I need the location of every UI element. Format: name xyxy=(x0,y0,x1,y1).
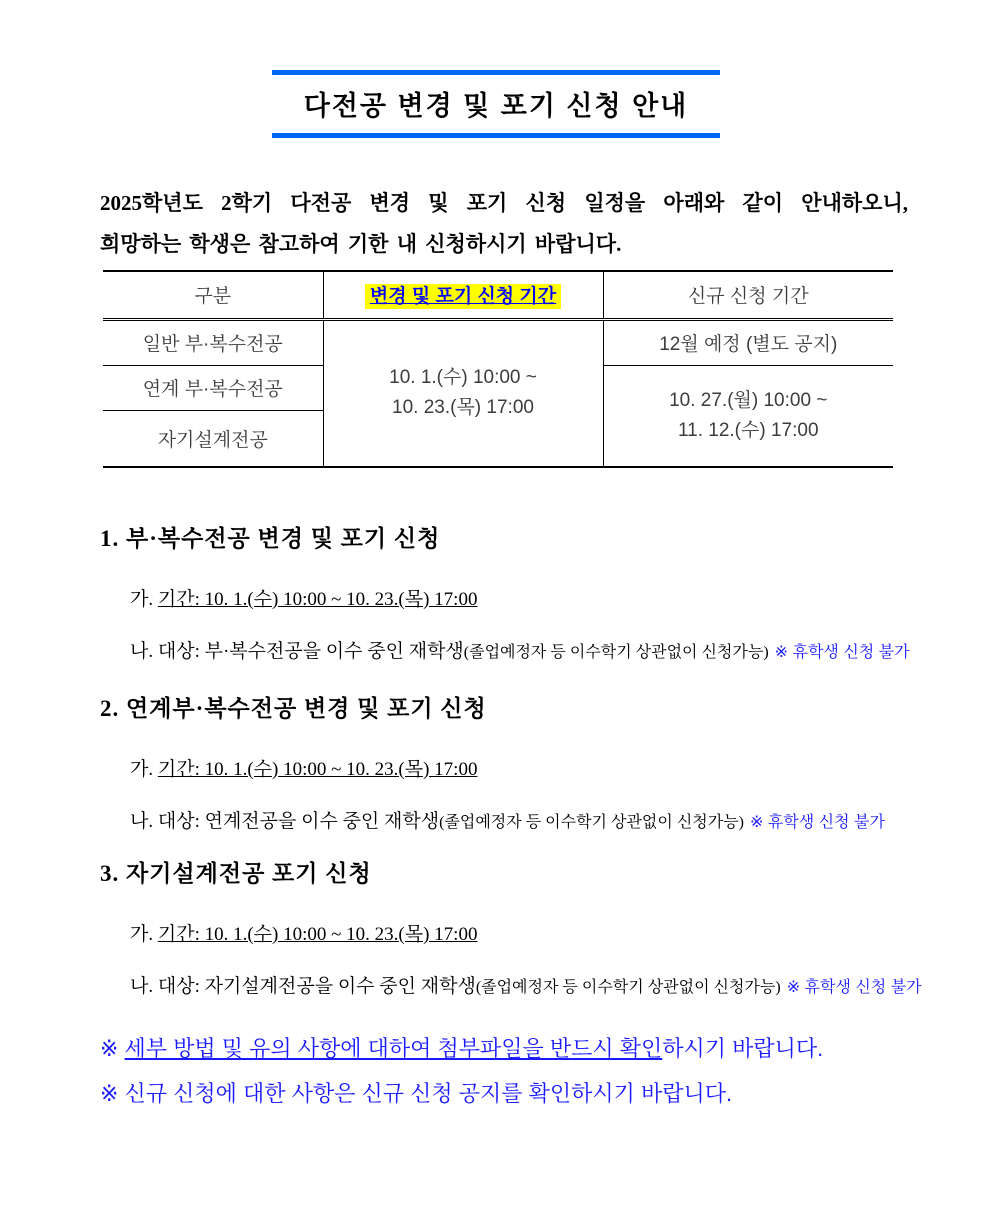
title-bottom-rule xyxy=(272,133,720,138)
section-1 xyxy=(100,520,910,663)
change-period-line-1: 10. 1.(수) 10:00 ~ xyxy=(389,367,537,389)
header-change-period-highlight: 변경 및 포기 신청 기간 xyxy=(365,284,561,309)
schedule-table xyxy=(103,270,893,468)
row-label-self-designed: 자기설계전공 xyxy=(157,429,268,451)
period-value: 기간: 10. 1.(수) 10:00 ~ 10. 23.(목) 17:00 xyxy=(157,924,478,945)
new-period-line-2: 11. 12.(수) 17:00 xyxy=(677,419,819,441)
leave-restriction-note: ※ 휴학생 신청 불가 xyxy=(774,644,910,661)
reference-mark-icon: ※ xyxy=(100,1036,125,1061)
section-2 xyxy=(100,690,910,833)
leave-restriction-note: ※ 휴학생 신청 불가 xyxy=(749,814,885,831)
ga-label: 가. xyxy=(130,759,158,780)
new-period-line-1: 10. 27.(월) 10:00 ~ xyxy=(669,389,828,411)
footnote-new-application xyxy=(100,1077,960,1108)
target-value: 대상: 자기설계전공을 이수 중인 재학생 xyxy=(157,976,476,997)
section-2-period-line xyxy=(130,754,910,781)
na-label: 나. xyxy=(130,641,158,662)
section-1-period-line xyxy=(130,584,910,611)
section-1-target-line xyxy=(130,636,910,663)
footnote-attachment xyxy=(100,1032,960,1063)
section-3-period-line xyxy=(130,919,910,946)
period-value: 기간: 10. 1.(수) 10:00 ~ 10. 23.(목) 17:00 xyxy=(157,759,478,780)
leave-restriction-note: ※ 휴학생 신청 불가 xyxy=(786,979,922,996)
header-change-period xyxy=(323,271,603,319)
target-detail: (졸업예정자 등 이수학기 상관없이 신청가능) xyxy=(463,644,769,661)
section-3-heading: 3. 자기설계전공 포기 신청 xyxy=(100,861,372,886)
header-new-period: 신규 신청 기간 xyxy=(603,271,893,319)
intro-line-1: 2025학년도 2학기 다전공 변경 및 포기 신청 일정을 아래와 같이 안내하오니, xyxy=(100,191,908,215)
intro-line-2: 희망하는 학생은 참고하여 기한 내 신청하시기 바랍니다. xyxy=(100,232,622,256)
footnote-rest-text: 하시기 바랍니다. xyxy=(662,1036,824,1061)
ga-label: 가. xyxy=(130,924,158,945)
title-block xyxy=(272,70,720,138)
cell-change-period xyxy=(323,319,603,467)
intro-paragraph xyxy=(100,183,908,265)
footnote-rest-text: 신규 신청에 대한 사항은 신규 신청 공지를 확인하시기 바랍니다. xyxy=(124,1081,733,1106)
section-2-target-line xyxy=(130,806,910,833)
target-value: 대상: 부·복수전공을 이수 중인 재학생 xyxy=(157,641,464,662)
section-3-target-line xyxy=(130,971,922,998)
footnote-underlined-text: 세부 방법 및 유의 사항에 대하여 첨부파일을 반드시 확인 xyxy=(124,1036,663,1061)
period-value: 기간: 10. 1.(수) 10:00 ~ 10. 23.(목) 17:00 xyxy=(157,589,478,610)
target-value: 대상: 연계전공을 이수 중인 재학생 xyxy=(157,811,440,832)
header-category: 구분 xyxy=(103,271,323,319)
change-period-line-2: 10. 23.(목) 17:00 xyxy=(392,397,534,419)
ga-label: 가. xyxy=(130,589,158,610)
na-label: 나. xyxy=(130,976,158,997)
section-3 xyxy=(100,855,922,998)
page-title: 다전공 변경 및 포기 신청 안내 xyxy=(303,91,689,121)
cell-new-period-general: 12월 예정 (별도 공지) xyxy=(603,319,893,365)
target-detail: (졸업예정자 등 이수학기 상관없이 신청가능) xyxy=(475,979,781,996)
section-2-heading: 2. 연계부·복수전공 변경 및 포기 신청 xyxy=(100,696,487,721)
cell-new-period-merged xyxy=(603,365,893,467)
na-label: 나. xyxy=(130,811,158,832)
table-header-row xyxy=(103,271,893,319)
reference-mark-icon: ※ xyxy=(100,1081,125,1106)
target-detail: (졸업예정자 등 이수학기 상관없이 신청가능) xyxy=(439,814,744,831)
row-label-general: 일반 부·복수전공 xyxy=(103,319,323,365)
row-label-linked: 연계 부·복수전공 xyxy=(103,365,323,410)
table-row xyxy=(103,319,893,365)
section-1-heading: 1. 부·복수전공 변경 및 포기 신청 xyxy=(100,526,441,551)
